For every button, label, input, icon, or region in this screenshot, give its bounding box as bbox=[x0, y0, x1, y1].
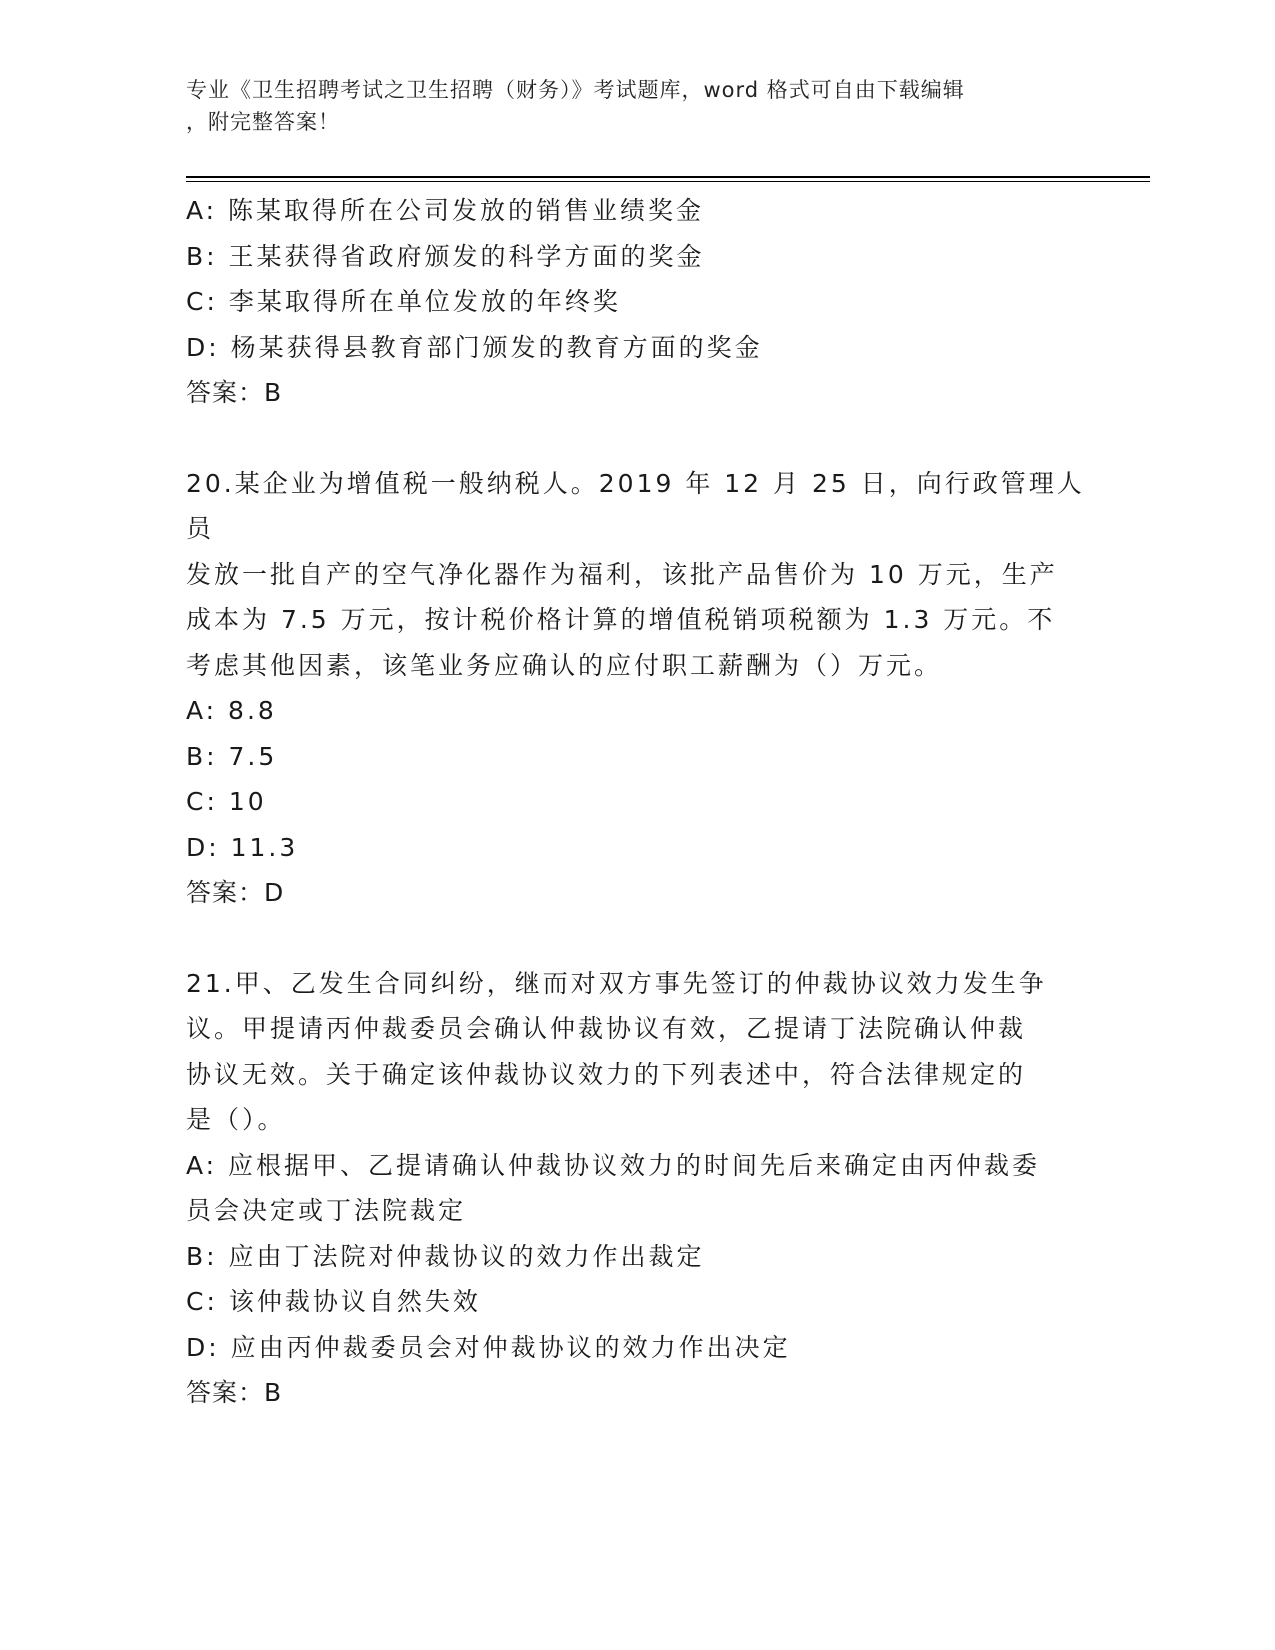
option-a: A: 陈某取得所在公司发放的销售业绩奖金 bbox=[186, 196, 705, 225]
header-line-2: ，附完整答案！ bbox=[186, 110, 340, 134]
option-b: B: 7.5 bbox=[186, 741, 278, 771]
question-20 bbox=[186, 461, 1086, 916]
answer: 答案：D bbox=[186, 878, 285, 907]
question-stem-line: 20.某企业为增值税一般纳税人。2019 年 12 月 25 日，向行政管理人员 bbox=[186, 468, 1085, 543]
question-19 bbox=[186, 188, 1086, 416]
question-21 bbox=[186, 961, 1086, 1416]
answer: 答案：B bbox=[186, 378, 283, 407]
option-c: C: 10 bbox=[186, 787, 267, 816]
option-a-continued: 员会决定或丁法院裁定 bbox=[186, 1196, 467, 1225]
option-a: A: 8.8 bbox=[186, 696, 277, 725]
question-stem-line: 是（）。 bbox=[186, 1105, 286, 1134]
header-rule-thick bbox=[186, 176, 1150, 178]
question-stem-line: 议。甲提请丙仲裁委员会确认仲裁协议有效，乙提请丁法院确认仲裁 bbox=[186, 1014, 1027, 1043]
question-stem-line: 考虑其他因素，该笔业务应确认的应付职工薪酬为（）万元。 bbox=[186, 650, 943, 680]
question-stem-line: 协议无效。关于确定该仲裁协议效力的下列表述中，符合法律规定的 bbox=[186, 1059, 1027, 1089]
option-b: B: 王某获得省政府颁发的科学方面的奖金 bbox=[186, 241, 705, 271]
option-d: D: 应由丙仲裁委员会对仲裁协议的效力作出决定 bbox=[186, 1332, 791, 1362]
question-stem-line: 21.甲、乙发生合同纠纷，继而对双方事先签订的仲裁协议效力发生争 bbox=[186, 968, 1047, 998]
document-header bbox=[186, 74, 1066, 138]
option-d: D: 杨某获得县教育部门颁发的教育方面的奖金 bbox=[186, 332, 763, 362]
option-a: A: 应根据甲、乙提请确认仲裁协议效力的时间先后来确定由丙仲裁委 bbox=[186, 1150, 1041, 1180]
question-stem-line: 成本为 7.5 万元，按计税价格计算的增值税销项税额为 1.3 万元。不 bbox=[186, 605, 1056, 634]
header-line-1: 专业《卫生招聘考试之卫生招聘（财务）》考试题库，word 格式可自由下载编辑 bbox=[186, 78, 965, 102]
header-rule-thin bbox=[186, 181, 1150, 182]
spacer bbox=[186, 916, 1086, 961]
question-stem-line: 发放一批自产的空气净化器作为福利，该批产品售价为 10 万元，生产 bbox=[186, 559, 1058, 589]
option-b: B: 应由丁法院对仲裁协议的效力作出裁定 bbox=[186, 1241, 705, 1271]
answer: 答案：B bbox=[186, 1378, 283, 1407]
option-c: C: 该仲裁协议自然失效 bbox=[186, 1287, 481, 1316]
document-body bbox=[186, 188, 1086, 1416]
option-c: C: 李某取得所在单位发放的年终奖 bbox=[186, 287, 621, 316]
spacer bbox=[186, 416, 1086, 461]
option-d: D: 11.3 bbox=[186, 832, 299, 862]
